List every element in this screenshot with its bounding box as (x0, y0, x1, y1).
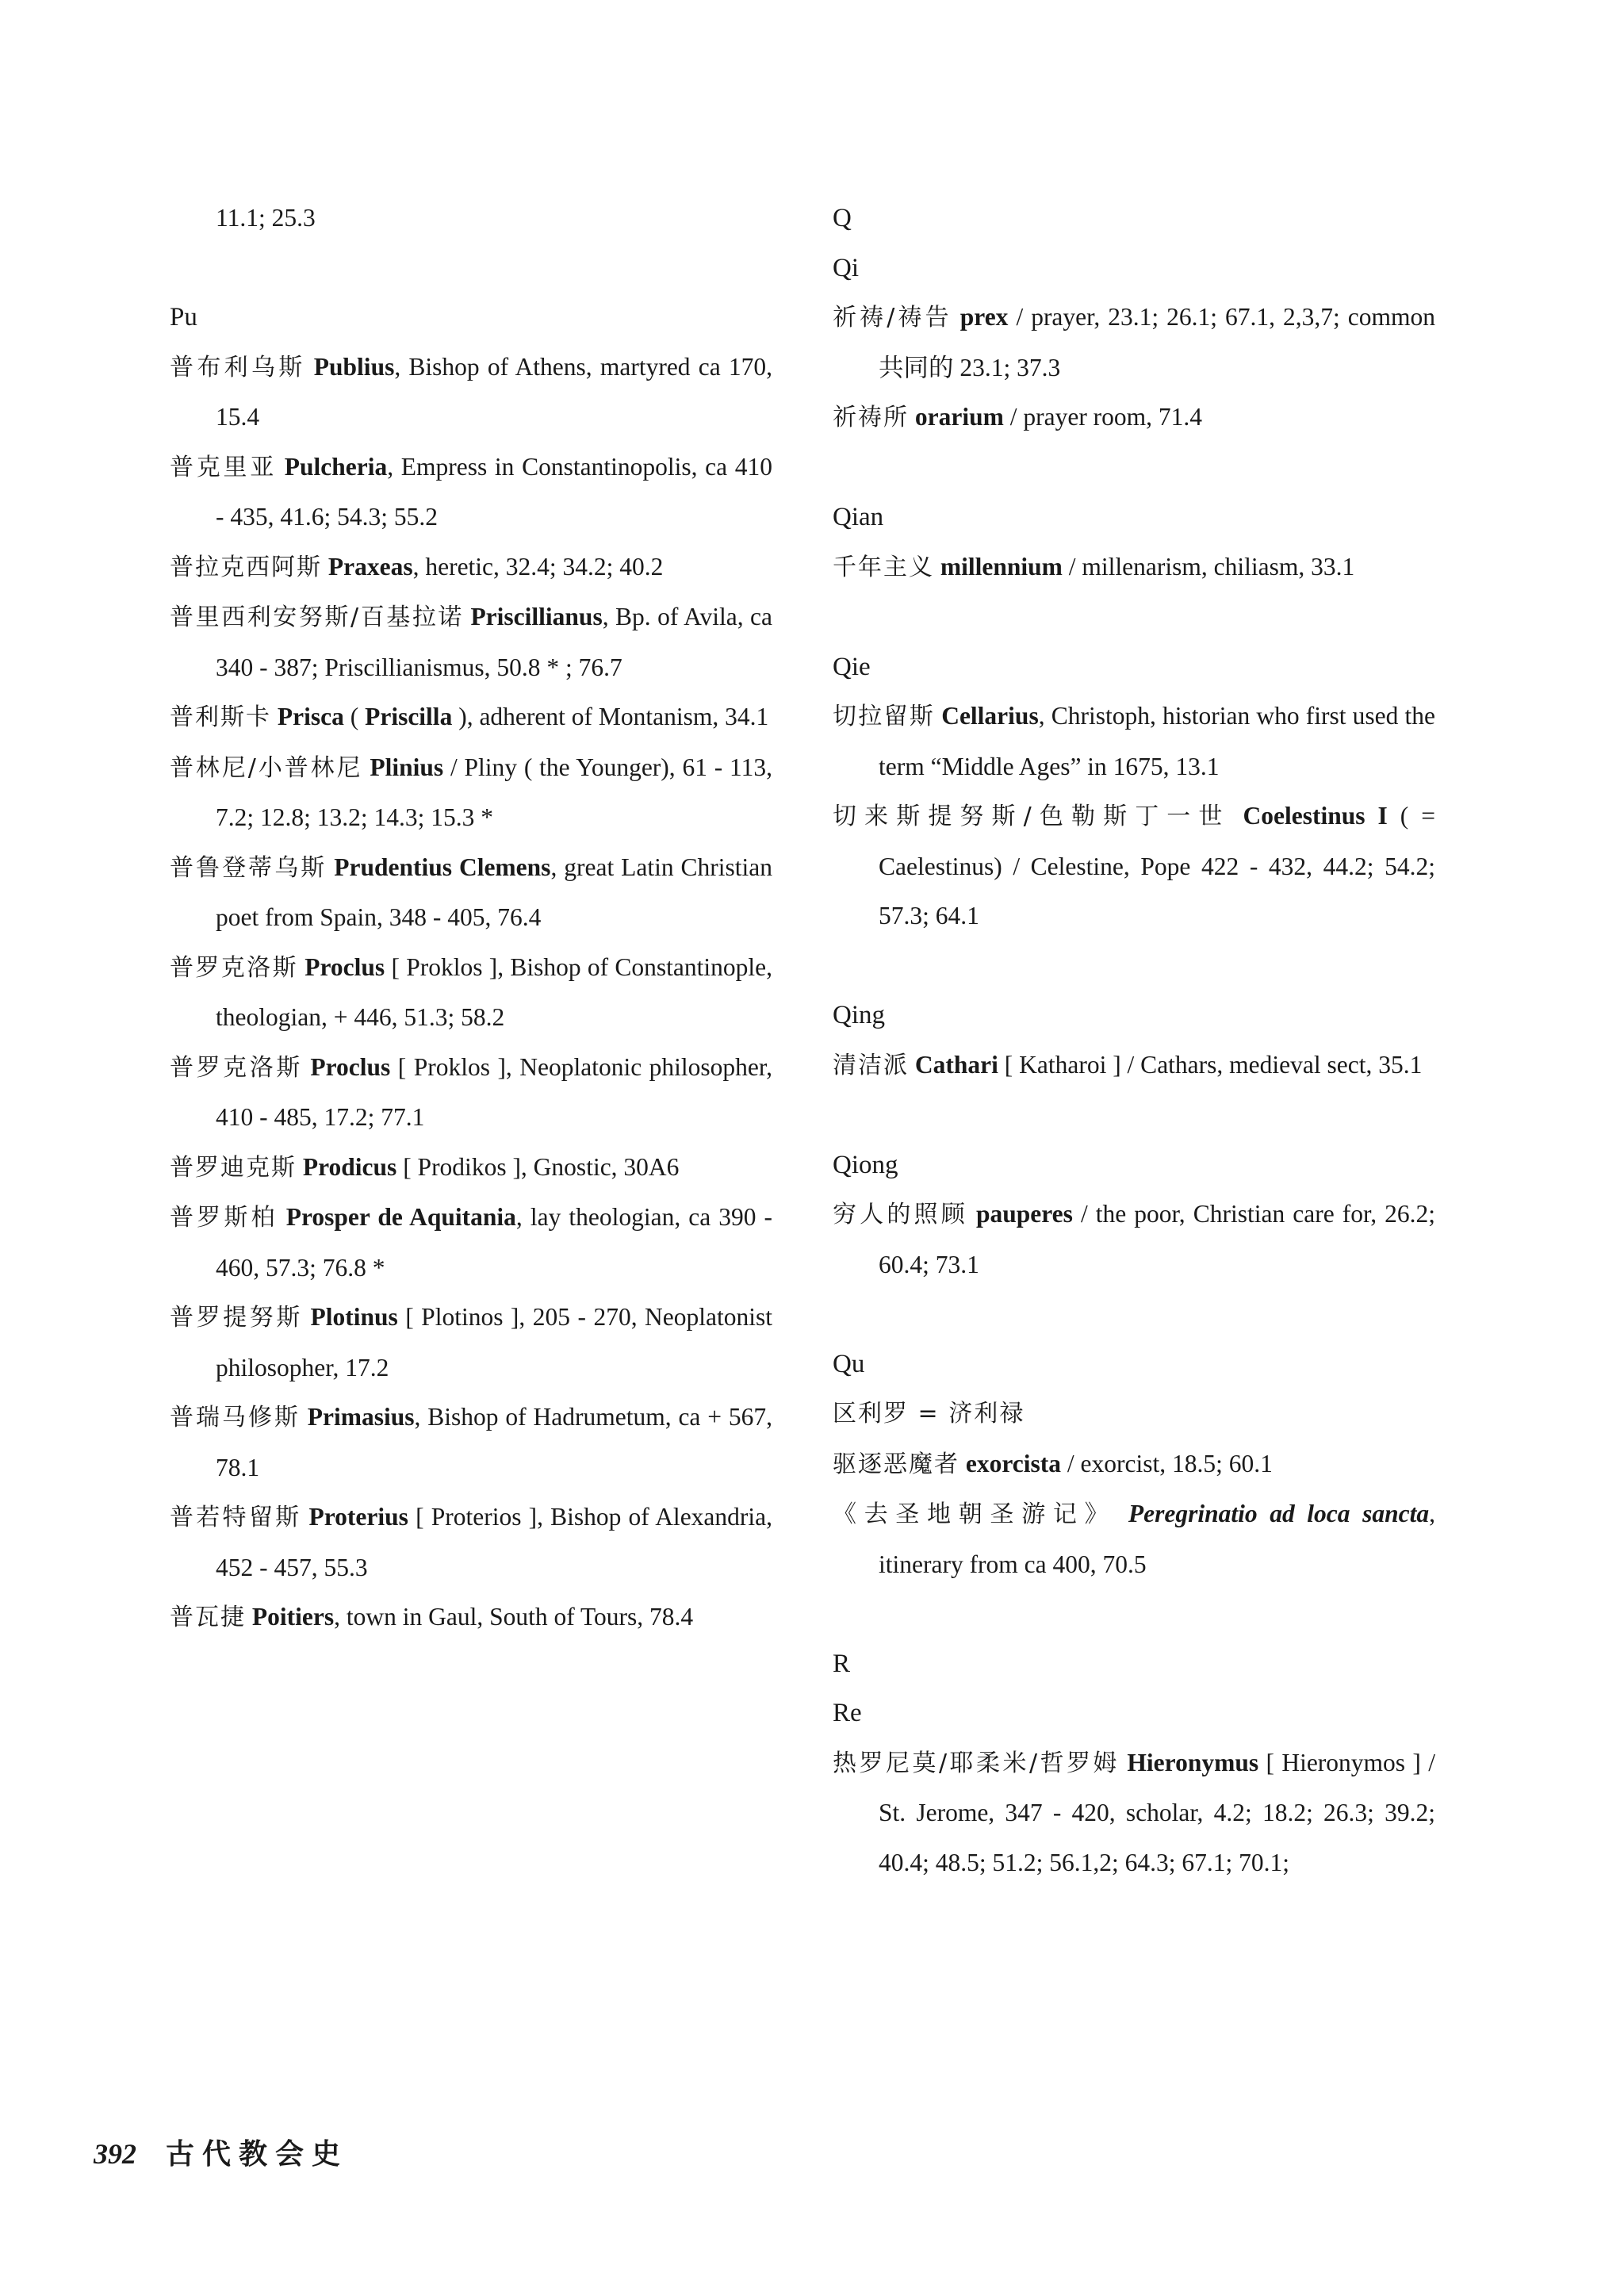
index-entry (170, 592, 772, 692)
entry-chinese-term: 区利罗 = 济利禄 (833, 1400, 1025, 1428)
index-entry (170, 943, 772, 1043)
entry-details: [ Plotinos ], 205 - 270, Neoplatonist philosopher, 17.2 (216, 1303, 773, 1382)
index-entry (170, 743, 772, 843)
index-entry (170, 1143, 772, 1194)
entry-chinese-term: 祈祷所 (833, 404, 909, 431)
section-spacer (833, 1090, 1435, 1140)
entry-chinese-term: 普瓦捷 (170, 1604, 246, 1631)
entry-chinese-term: 普里西利安努斯/百基拉诺 (170, 604, 464, 631)
section-letter-heading: Re (833, 1699, 862, 1727)
entry-headword: Poitiers (251, 1603, 335, 1631)
index-entry (833, 1190, 1435, 1290)
index-entry (833, 1040, 1435, 1091)
entry-headword: Priscillianus (470, 603, 603, 630)
entry-chinese-term: 普罗斯柏 (170, 1204, 278, 1232)
entry-details: ( = Caelestinus) / Celestine, Pope 422 - 432, 44.2; 54.2; 57.3; 64.1 (879, 802, 1436, 929)
entry-details: / prayer room, 71.4 (1003, 403, 1203, 431)
section-letter-heading: R (833, 1649, 851, 1678)
index-entry (833, 393, 1435, 443)
index-entry (170, 1493, 772, 1592)
entry-headword: Praxeas (327, 552, 413, 581)
index-entry (833, 1439, 1435, 1490)
entry-details: / prayer, 23.1; 26.1; 67.1, 2,3,7; common 共同的 23.1; 37.3 (879, 303, 1436, 381)
page-footer (94, 2132, 348, 2172)
entry-headword: Proterius (308, 1503, 408, 1531)
entry-headword: Proclus (304, 952, 385, 981)
index-entry (833, 692, 1435, 791)
section-letter-heading: Qu (833, 1349, 865, 1378)
entry-details: [ Proterios ], Bishop of Alexandria, 452 - 457, 55.3 (216, 1503, 772, 1581)
entry-headword: Prosper de Aquitania (285, 1203, 516, 1231)
section-letter-heading: Qian (833, 503, 884, 531)
entry-details: / millenarism, chiliasm, 33.1 (1062, 552, 1355, 581)
entry-details: [ Proklos ], Bishop of Constantinople, theologian, + 446, 51.3; 58.2 (216, 952, 773, 1031)
index-entry (170, 443, 772, 542)
index-entry (833, 1738, 1435, 1888)
entry-chinese-term: 普罗克洛斯 (170, 1053, 303, 1082)
entry-chinese-term: 普林尼/小普林尼 (170, 753, 363, 782)
index-entry (170, 1393, 772, 1493)
entry-headword: exorcista (965, 1449, 1061, 1477)
entry-details: [ Prodikos ], Gnostic, 30A6 (396, 1152, 680, 1181)
entry-details: [ Hieronymos ] / St. Jerome, 347 - 420, scholar, 4.2; 18.2; 26.3; 39.2; 40.4; 48.5; 51.2; 56.1,2; 64.3; 67.1; 70.1; (879, 1748, 1436, 1876)
entry-headword: prex (959, 303, 1009, 331)
entry-headword: Primasius (307, 1403, 415, 1431)
entry-details: [ Katharoi ] / Cathars, medieval sect, 35.1 (998, 1050, 1423, 1079)
entry-headword: Prudentius Clemens (334, 853, 551, 881)
section-spacer (170, 243, 772, 293)
section-letter-heading: Pu (170, 303, 197, 331)
entry-headword: Prisca (277, 703, 344, 730)
section-spacer (833, 1290, 1435, 1339)
entry-headword: pauperes (975, 1200, 1073, 1228)
entry-chinese-term: 普若特留斯 (170, 1504, 302, 1531)
entry-chinese-term: 普布利乌斯 (170, 353, 306, 381)
entry-details: , lay theologian, ca 390 - 460, 57.3; 76.8 * (216, 1203, 773, 1282)
section-spacer (833, 941, 1435, 991)
entry-chinese-term: 普克里亚 (170, 453, 278, 481)
index-entry (833, 1389, 1435, 1439)
left-index-column (170, 194, 772, 1643)
entry-chinese-term: 普罗提努斯 (170, 1304, 303, 1332)
page-number: 392 (94, 2138, 136, 2170)
entry-details: , great Latin Christian poet from Spain, 348 - 405, 76.4 (216, 853, 773, 931)
entry-chinese-term: 普罗克洛斯 (170, 953, 298, 982)
section-letter-heading: Q (833, 204, 852, 232)
section-spacer (833, 592, 1435, 642)
entry-headword: millennium (940, 552, 1063, 581)
entry-details: [ Proklos ], Neoplatonic philosopher, 410 - 485, 17.2; 77.1 (216, 1052, 773, 1131)
entry-headword-italic: Peregrinatio ad loca sancta (1128, 1500, 1430, 1527)
entry-details: , itinerary from ca 400, 70.5 (879, 1500, 1436, 1578)
entry-details: / Pliny ( the Younger), 61 - 113, 7.2; 12.8; 13.2; 14.3; 15.3 * (216, 753, 773, 831)
section-letter-heading: Qi (833, 253, 859, 282)
entry-chinese-term: 普拉克西阿斯 (170, 553, 322, 581)
entry-chinese-term: 清洁派 (833, 1051, 909, 1079)
entry-headword: Proclus (310, 1052, 391, 1081)
entry-details: , town in Gaul, South of Tours, 78.4 (334, 1603, 694, 1631)
entry-chinese-term: 祈祷/祷告 (833, 304, 952, 331)
index-entry (170, 343, 772, 443)
entry-chinese-term: 穷人的照顾 (833, 1201, 968, 1228)
entry-details: , Bp. of Avila, ca 340 - 387; Priscillianismus, 50.8 * ; 76.7 (216, 603, 773, 681)
entry-details: , Bishop of Athens, martyred ca 170, 15.4 (216, 352, 773, 431)
entry-chinese-term: 普鲁登蒂乌斯 (170, 853, 327, 882)
entry-chinese-term: 千年主义 (833, 553, 934, 581)
entry-headword: Pulcheria (284, 452, 388, 481)
entry-headword: Cathari (914, 1050, 998, 1079)
section-spacer (833, 443, 1435, 493)
entry-headword: orarium (914, 403, 1004, 431)
index-entry (170, 1592, 772, 1643)
entry-chinese-term: 普罗迪克斯 (170, 1153, 297, 1182)
entry-details: , heretic, 32.4; 34.2; 40.2 (412, 552, 664, 581)
index-entry (170, 843, 772, 943)
entry-text: ( (343, 703, 366, 730)
index-entry-continuation (170, 194, 772, 243)
index-entry (833, 542, 1435, 593)
entry-details: 11.1; 25.3 (216, 204, 316, 232)
entry-headword: Hieronymus (1127, 1748, 1259, 1776)
entry-details: / the poor, Christian care for, 26.2; 60.4; 73.1 (879, 1200, 1436, 1278)
entry-headword: Publius (313, 352, 395, 381)
section-letter-heading: Qie (833, 652, 871, 681)
entry-details: , Empress in Constantinopolis, ca 410 - 435, 41.6; 54.3; 55.2 (216, 452, 773, 531)
entry-headword: Plotinus (310, 1303, 398, 1331)
entry-chinese-term: 切拉留斯 (833, 703, 936, 730)
entry-details: / exorcist, 18.5; 60.1 (1061, 1449, 1273, 1477)
index-entry (833, 1489, 1435, 1589)
entry-chinese-term: 热罗尼莫/耶柔米/哲罗姆 (833, 1749, 1120, 1777)
index-entry (170, 1193, 772, 1293)
book-title: 古代教会史 (166, 2138, 349, 2171)
section-letter-heading: Qing (833, 1001, 885, 1029)
entry-chinese-term: 驱逐恶魔者 (833, 1450, 959, 1478)
index-entry (170, 1293, 772, 1393)
index-entry (833, 791, 1435, 941)
index-entry (170, 1043, 772, 1143)
entry-details: , Bishop of Hadrumetum, ca + 567, 78.1 (216, 1403, 773, 1481)
section-letter-heading: Qiong (833, 1150, 898, 1179)
entry-headword: Coelestinus I (1243, 802, 1388, 830)
section-spacer (833, 1589, 1435, 1639)
entry-details: ), adherent of Montanism, 34.1 (452, 703, 769, 730)
index-entry (170, 542, 772, 593)
entry-headword: Prodicus (302, 1152, 397, 1181)
entry-chinese-term: 普瑞马修斯 (170, 1404, 301, 1431)
entry-chinese-term: 普利斯卡 (170, 703, 271, 731)
entry-headword: Plinius (370, 753, 444, 781)
entry-chinese-term: 《去圣地朝圣游记》 (833, 1500, 1116, 1528)
index-entry (833, 293, 1435, 393)
entry-headword: Cellarius (941, 702, 1039, 730)
right-index-column (833, 194, 1435, 1887)
index-entry (170, 692, 772, 743)
entry-headword: Priscilla (365, 703, 453, 730)
entry-chinese-term: 切来斯提努斯/色勒斯丁一世 (833, 803, 1231, 830)
entry-details: , Christoph, historian who first used the term “Middle Ages” in 1675, 13.1 (879, 702, 1435, 780)
